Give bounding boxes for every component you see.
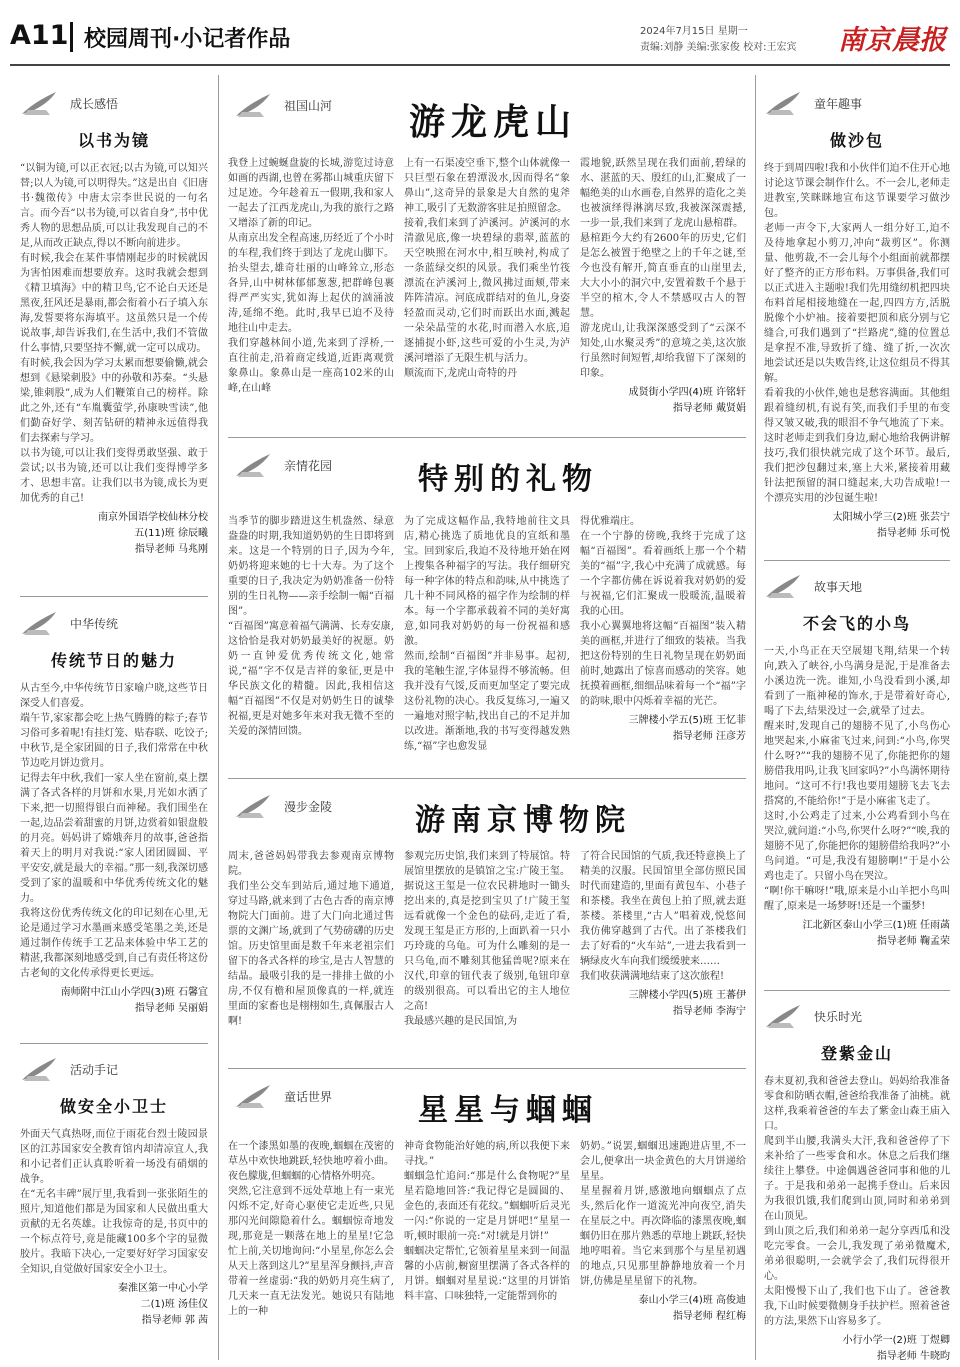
middle-divider-2	[228, 778, 746, 779]
article-body-col-1: 在一个漆黑如墨的夜晚,蝈蝈在茂密的草丛中欢快地跳跃,轻快地哼着小曲。夜色朦胧,但蝈蝈的心情格外明亮。 突然,它注意到不远处草地上有一束光闪烁不定,好奇心驱使它走近些,只见那闪光间隙隐着什么。蝈蝈惊奇地发现,那竟是一颗落在地上的星星!它急忙上前,关切地询问:“小星星,你怎么会从天上落到这儿?”星星浑身颤抖,声音带着一丝虚弱:“我的奶奶月亮生病了,几天来一直无法发光。她说只有陆地上的一种	[228, 1141, 394, 1317]
article-body-col-2: 上有一石渠凌空垂下,整个山体就像一只巨型石象在碧潭汲水,因而得名“象鼻山”,这奇异的景象是大自然的鬼斧神工,吸引了无数游客驻足拍照留念。 接着,我们来到了泸溪河。泸溪河的水清澈见底,像一块碧绿的翡翠,蓝蓝的天空映照在河水中,相互映衬,构成了一条蓝绿交织的风景。我们乘坐竹筏漂流在泸溪河上,微风拂过面颊,带来阵阵清凉。河底成群结对的鱼儿,身姿轻盈而灵动,它们时而跃出水面,溅起一朵朵晶莹的水花,时而潜入水底,追逐捕捉小虾,这些可爱的小生灵,为泸溪河增添了无限生机与活力。 顺流而下,龙虎山奇特的丹	[404, 158, 570, 379]
article-byline: 南京外国语学校仙林分校 五(11)班 徐辰曦 指导老师 马兆刚	[98, 512, 208, 555]
article-byline: 小行小学一(2)班 丁煜卿 指导老师 牛晓昀	[842, 1335, 950, 1362]
section-badge	[764, 567, 950, 605]
newspaper-logo: 南京晨报	[838, 25, 946, 56]
section-tag: 祖国山河	[284, 98, 333, 113]
quill-scroll-icon	[234, 450, 274, 480]
article-body: 终于到周四啦!我和小伙伴们迫不住开心地讨论这节课会制作什么。不一会儿,老师走进教室,笑眯眯地宣布这节课要学习做沙包。 老师一声令下,大家两人一组分好工,迫不及待地拿起小剪刀,冲向“裁剪区”。你测量、他剪裁,不一会儿每个小组面前就都摆好了整齐的正方形布料。万事俱备,我们可以正式进入主题啦!我们先用缝纫机把四块布料首尾相接地缝在一起,四四方方,活脱脱像个小炉袖。接着要把顶和底分别与它缝合,可我们遇到了“拦路虎”,缝的位置总是拿捏不准,导致折了缝、缝了折,一次次地尝试还是以失败告终,让这位组员不得其解。 看着我的小伙伴,她也是愁容满面。其他组跟着缝纫机,有说有笑,而我们手里的布变得又皱又破,我的眼泪不争气地流了下来。这时老师走到我们身边,耐心地给我俩讲解技巧,我们很快就完成了这个环节。最后,我们把沙包翻过来,塞上大米,紧接着用藏针法把预留的洞口缝起来,大功告成啦!一个漂亮实用的沙包诞生啦!	[764, 163, 950, 504]
article-columns	[228, 156, 746, 417]
article-body-col-2: 为了完成这幅作品,我特地前往文具店,精心挑选了质地优良的宣纸和墨宝。回到家后,我迫不及待地开始在网上搜集各种福字的写法。我仔细研究每一种字体的特点和韵味,从中挑选了几十种不同风格的福字作为绘制的样本。每一个字都承载着不同的美好寓意,如同我对奶奶的每一份祝福和感激。 然而,绘制“百福图”并非易事。起初,我的笔触生涩,字体显得不够流畅。但我并没有气馁,反而更加坚定了要完成这份礼物的决心。我反复练习,一遍又一遍地对照字帖,找出自己的不足并加以改进。渐渐地,我的书写变得越发熟练,“福”字也愈发显	[404, 516, 570, 752]
article-title: 做沙包	[829, 131, 884, 150]
article-columns	[228, 849, 746, 1029]
article-byline: 秦淮区第一中心小学 二(1)班 汤佳仪 指导老师 郭 茜	[118, 1283, 208, 1326]
article-with-books	[20, 84, 208, 589]
section-badge	[20, 84, 208, 122]
section-badge	[234, 86, 332, 124]
quill-scroll-icon	[234, 1081, 274, 1111]
right-divider-1	[764, 560, 950, 561]
article-body-col-1: 周末,爸爸妈妈带我去参观南京博物院。 我们坐公交车到站后,通过地下通道,穿过马路,就来到了古色古香的南京博物院大门面前。进了大门向北通过售票的文渊广场,就到了气势磅礴的历史馆。历史馆里面是数千年来老祖宗们留下的各式各样的珍宝,是古人智慧的结晶。最吸引我的是一排排土做的小房,不仅有檐和屋顶像真的一样,就连里面的家畜也是栩栩如生,真佩服古人啊!	[228, 851, 394, 1027]
section-tag: 漫步金陵	[284, 799, 333, 814]
page-header	[0, 0, 960, 70]
article-columns	[228, 514, 746, 754]
article-byline: 太阳城小学三(2)班 张芸宁 指导老师 乐可悦	[832, 512, 950, 539]
article-byline: 三牌楼小学五(5)班 王忆菲 指导老师 汪彦芳	[628, 715, 746, 742]
section-badge	[20, 1050, 208, 1088]
article-title: 游龙虎山	[408, 101, 577, 143]
article-byline: 三牌楼小学四(5)班 王蕃伊 指导老师 李海宁	[628, 990, 746, 1017]
quill-scroll-icon	[764, 571, 804, 601]
article-byline: 成贤街小学四(4)班 许铭轩 指导老师 戴贤娟	[628, 387, 746, 414]
article-byline: 泰山小学三(4)班 高俊迪 指导老师 程红梅	[638, 1295, 746, 1322]
article-longhu-mountain	[228, 84, 746, 432]
quill-scroll-icon	[20, 88, 60, 118]
section-title: 校园周刊·小记者作品	[84, 27, 291, 52]
section-tag: 快乐时光	[814, 1009, 863, 1024]
article-traditional-festivals	[20, 604, 208, 1036]
article-byline: 江北新区泰山小学三(1)班 任雨菡 指导老师 鞠孟荣	[802, 920, 950, 947]
article-title: 星星与蝈蝈	[418, 1093, 598, 1128]
section-badge	[234, 446, 332, 484]
page-number: A11	[10, 20, 69, 51]
article-special-gift	[228, 444, 746, 772]
section-badge	[764, 84, 950, 122]
article-body-col-3: 奶奶。”说罢,蝈蝈迅速跑进店里,不一会儿,便拿出一块金黄色的大月饼递给星星。 星星握着月饼,感激地向蝈蝈点了点头,然后化作一道流光冲向夜空,消失在星辰之中。再次降临的漆黑夜晚,蝈蝈仍旧在那片熟悉的草地上跳跃,轻快地哼唱着。当它来到那个与星星初遇的地点,只见那里静静地放着一个月饼,仿佛是星星留下的礼物。	[580, 1141, 746, 1287]
article-bird-cannot-fly	[764, 567, 950, 985]
article-nanjing-museum	[228, 785, 746, 1063]
section-tag: 中华传统	[70, 616, 119, 631]
column-divider-left	[218, 75, 219, 1360]
section-tag: 亲情花园	[284, 458, 333, 473]
section-badge	[234, 787, 332, 825]
quill-scroll-icon	[234, 791, 274, 821]
issue-date: 2024年7月15日 星期一	[640, 26, 748, 37]
section-badge	[764, 997, 950, 1035]
article-title: 不会飞的小鸟	[802, 614, 911, 633]
left-divider-2	[20, 1043, 208, 1044]
section-tag: 童年趣事	[814, 96, 863, 111]
article-purple-mountain	[764, 997, 950, 1362]
article-body-col-3: 霞地貌,跃然呈现在我们面前,碧绿的水、湛蓝的天、殷红的山,汇聚成了一幅绝美的山水画卷,自然界的造化之美也被演绎得淋漓尽致,我被深深震撼,一步一景,我们来到了龙虎山悬棺群。 悬棺距今大约有2600年的历史,它们是怎么被置于绝壁之上的千年之谜,至今也没有解开,简直垂直的山崖里去,大大小小的洞穴中,安置着数千个悬于半空的棺木,令人不禁感叹古人的智慧。 游龙虎山,让我深深感受到了“云深不知处,山水聚灵秀”的意境之美,这次旅行虽然时间短暂,却给我留下了深刻的印象。	[580, 158, 746, 379]
quill-scroll-icon	[764, 1001, 804, 1031]
article-making-sandbag	[764, 84, 950, 554]
article-columns	[228, 1139, 746, 1325]
section-tag: 故事天地	[814, 579, 863, 594]
article-body: 外面天气真热呀,而位于雨花台烈士陵园景区的江苏国家安全教育馆内却清凉宜人,我和小记者们正认真聆听着一场没有硝烟的战争。 在“无名丰碑”展厅里,我看到一张张陌生的照片,知道他们都是为国家和人民做出重大贡献的无名英雄。让我惊奇的是,书页中的一个标点符号,竟是能藏100多个字的显微胶片。我暗下决心,一定要好好学习国家安全知识,自觉做好国家安全小卫士。	[20, 1129, 208, 1275]
section-tag: 成长感悟	[70, 96, 119, 111]
quill-scroll-icon	[234, 90, 274, 120]
article-title: 做安全小卫士	[59, 1097, 168, 1116]
article-body-col-2: 神奇食物能治好她的病,所以我便下来寻找。” 蝈蝈急忙追问:“那是什么食物呢?”星星若隐地回答:“我记得它是圆圆的、金色的,表面还有花纹。”蝈蝈听后灵光一闪:“你说的一定是月饼吧!”星星一听,顿时眼前一亮:“对!就是月饼!” 蝈蝈决定帮忙,它领着星星来到一间温馨的小店前,橱窗里摆满了各式各样的月饼。蝈蝈对星星说:“这里的月饼馅料丰富、口味独特,一定能帮到你的	[404, 1141, 570, 1302]
page-number-divider	[70, 22, 73, 52]
middle-divider-3	[228, 1068, 746, 1069]
article-body: “以铜为镜,可以正衣冠;以古为镜,可以知兴替;以人为镜,可以明得失。”这是出自《旧唐书·魏徵传》中唐太宗李世民说的一句名言。而今吾“以书为镜,可以省自身”,书中优秀人物的思想品质,可以让我发现自己的不足,从而改正缺点,得以不断向前进步。 有时候,我会在某件事情刚起步的时候就因为害怕困难而想要放弃。这时我就会想到《精卫填海》中的精卫鸟,它不论白天还是黑夜,狂风还是暴雨,都会衔着小石子填入东海,发誓要将东海填平。这虽然只是一个传说故事,却告诉我们,在生活中,我们不管做什么事情,只要坚持不懈,就一定可以成功。 有时候,我会因为学习太累而想要偷懒,就会想到《悬梁刺股》中的孙敬和苏秦。“头悬梁,锥刺股”,成为人们鞭策自己的榜样。除此之外,还有“车胤囊萤学,孙康映雪读”,他们勤奋好学、刻苦钻研的精神永远值得我们去探索与学习。 以书为镜,可以让我们变得勇敢坚强、敢于尝试;以书为镜,还可以让我们变得博学多才、思想丰富。让我们以书为镜,成长为更加优秀的自己!	[20, 163, 208, 504]
article-title: 传统节日的魅力	[50, 651, 177, 670]
article-title: 游南京博物院	[415, 803, 631, 838]
right-divider-2	[764, 990, 950, 991]
middle-divider-1	[228, 437, 746, 438]
left-divider-1	[20, 596, 208, 597]
quill-scroll-icon	[764, 88, 804, 118]
article-body: 从古至今,中华传统节日家喻户晓,这些节日深受人们喜爱。 端午节,家家都会吃上热气腾腾的粽子;春节习俗可多着呢!有挂灯笼、贴春联、吃饺子;中秋节,是全家团圆的日子,我们常常在中秋节边吃月饼边赏月。 记得去年中秋,我们一家人坐在窗前,桌上摆满了各式各样的月饼和水果,月光如水洒了下来,把一切照得银白而神秘。我们围坐在一起,边品尝着甜蜜的月饼,边赏着如银盘般的月亮。妈妈讲了嫦娥奔月的故事,爸爸指着天上的明月对我说:“家人团团圆圆、平平安安,就是最大的幸福。”那一刻,我深切感受到了家的温暖和中华优秀传统文化的魅力。 我将这份优秀传统文化的印记刻在心里,无论是通过学习水墨画来感受笔墨之美,还是通过制作传统手工艺品来体验中华工艺的精湛,我都深刻地感受到,自己有责任将这份古老甸的文化传承得更长更远。	[20, 683, 208, 979]
article-body-col-2: 参观完历史馆,我们来到了特展馆。特展馆里摆放的是镇馆之宝:广陵王玺。据说这王玺是一位农民耕地时一锄头挖出来的,真是挖到宝贝了!广陵王玺远看就像一个金色的砝码,走近了看,发现王玺是正方形的,上面趴着一只小巧玲珑的乌龟。可为什么雕刻的是一只乌龟,而不雕刻其他猛兽呢?原来在汉代,印章的钮代表了级别,龟钮印章的级别很高。可以看出它的主人地位之高! 我最感兴趣的是民国馆,为	[404, 851, 570, 1027]
article-safety-guard	[20, 1050, 208, 1362]
article-body-col-1: 当季节的脚步踏进这生机盎然、绿意盎盎的时期,我知道奶奶的生日即将到来。这是一个特别的日子,因为今年,奶奶将迎来她的七十大寿。为了这个重要的日子,我决定为奶奶准备一份特别的生日礼物——亲手绘制一幅“百福图”。 “百福图”寓意着福气满满、长寿安康,这恰恰是我对奶奶最美好的祝愿。奶奶一直钟爱优秀传统文化,她常说,“福”字不仅是吉祥的象征,更是中华民族文化的精髓。因此,我相信这幅“百福图”不仅是对奶奶生日的诚挚祝福,更是对她多年来对我无微不至的关爱的深情回馈。	[228, 516, 394, 737]
section-badge	[20, 604, 208, 642]
header-rule	[10, 64, 950, 66]
section-tag: 活动手记	[70, 1062, 119, 1077]
quill-scroll-icon	[20, 1054, 60, 1084]
article-body-col-3: 得优雅端庄。 在一个宁静的傍晚,我终于完成了这幅“百福图”。看着画纸上那一个个精美的“福”字,我心中充满了成就感。每一个字都仿佛在诉说着我对奶奶的爱与祝福,它们汇聚成一股暖流,温暖着我的心田。 我小心翼翼地将这幅“百福图”装入精美的画框,并进行了细致的装裱。当我把这份特别的生日礼物呈现在奶奶面前时,她露出了惊喜而感动的笑容。她抚摸着画框,细细品味着每一个“福”字的韵味,眼中闪烁着幸福的光芒。	[580, 516, 746, 707]
article-body-col-3: 了符合民国馆的气质,我还特意换上了精美的汉服。民国馆里全部仿照民国时代而建造的,里面有黄包车、小巷子和茶楼。我坐在黄包上拍了照,就去逛茶楼。茶楼里,“古人”唱着戏,悦悠间我仿佛穿越到了古代。出了茶楼我们去了好看的“火车站”,一进去我看到一辆绿皮火车向我们缓缓驶来…… 我们收获满满地结束了这次旅程!	[580, 851, 746, 982]
article-body: 春末夏初,我和爸爸去登山。妈妈给我准备零食和防晒衣帽,爸爸给我准备了油桃。就这样,我乘着爸爸的车去了紫金山森王庙入口。 爬到半山腰,我满头大汗,我和爸爸停了下来补给了一些零食和水。休息之后我们继续往上攀登。中途偶遇爸爸同事和他的儿子。于是我和弟弟一起携手登山。后来因为我很饥饿,我们爬到山顶,同时和弟弟到在山顶见。 到山顶之后,我们和弟弟一起分享西瓜和没吃完零食。一会儿,我发现了弟弟微魔术,弟弟很聪明,一会就学会了,我们玩得很开心。 太阳慢慢下山了,我们也下山了。爸爸教我,下山时候要微侧身手扶护栏。照着爸爸的方法,果然下山容易多了。	[764, 1076, 950, 1327]
article-title: 登紫金山	[820, 1044, 893, 1063]
section-badge	[234, 1077, 332, 1115]
article-body: 一天,小鸟正在天空展翅飞翔,结果一个转向,跌入了峡谷,小鸟满身是泥,于是准备去小溪边洗一洗。谁知,小鸟没看到小溪,却看到了一瓶神秘的饰水,于是带着好奇心,喝了下去,结果没过一会,就晕了过去。 醒来时,发现自己的翅膀不见了,小鸟伤心地哭起来,小麻雀飞过来,问到:“小鸟,你哭什么呀?”“我的翅膀不见了,你能把你的翅膀借我用吗,让我飞回家吗?”小鸟满怀期待地问。“这可不行!我也要用翅膀飞去飞去搭窝的,不能给你!”于是小麻雀飞走了。 这时,小公鸡走了过来,小公鸡看到小鸟在哭泣,就问道:“小鸟,你哭什么呀?”“唉,我的翅膀不见了,你能把你的翅膀借给我吗?”小鸟问道。“可是,我没有翅膀啊!”于是小公鸡也走了。只留小鸟在哭泣。 “啊!你干嘛呀!”哦,原来是小山羊把小鸟叫醒了,原来是一场梦呀!还是一个噩梦!	[764, 646, 950, 912]
quill-scroll-icon	[20, 608, 60, 638]
column-divider-right	[755, 75, 756, 1360]
article-title: 以书为镜	[77, 131, 150, 150]
article-star-and-cricket	[228, 1075, 746, 1362]
editor-credits: 责编:刘静 美编:张家俊 校对:王宏宾	[640, 42, 797, 53]
article-title: 特别的礼物	[418, 462, 598, 497]
article-body-col-1: 我登上过蜿蜒盘旋的长城,游览过诗意如画的西湖,也曾在雾都山城重庆留下过足迹。今年趁着五一假期,我和家人一起去了江西龙虎山,为我的旅行之路又增添了新的印记。 从南京出发全程高速,历经近了个小时的车程,我们终于到达了龙虎山脚下。抬头望去,雄奇壮丽的山峰耸立,形态各异,山中树林郁郁葱葱,把群峰包裹得严严实实,犹如海上起伏的汹涌波涛,延绵不绝。此时,我早已迫不及待地往山中走去。 我们穿越林间小道,先来到了浮桥,一直往前走,沿着商定线道,近距离观赏象鼻山。象鼻山是一座高102米的山峰,在山峰	[228, 158, 394, 394]
article-byline: 南师附中江山小学四(3)班 石馨宜 指导老师 吴丽娟	[60, 987, 208, 1014]
section-tag: 童话世界	[284, 1089, 333, 1104]
